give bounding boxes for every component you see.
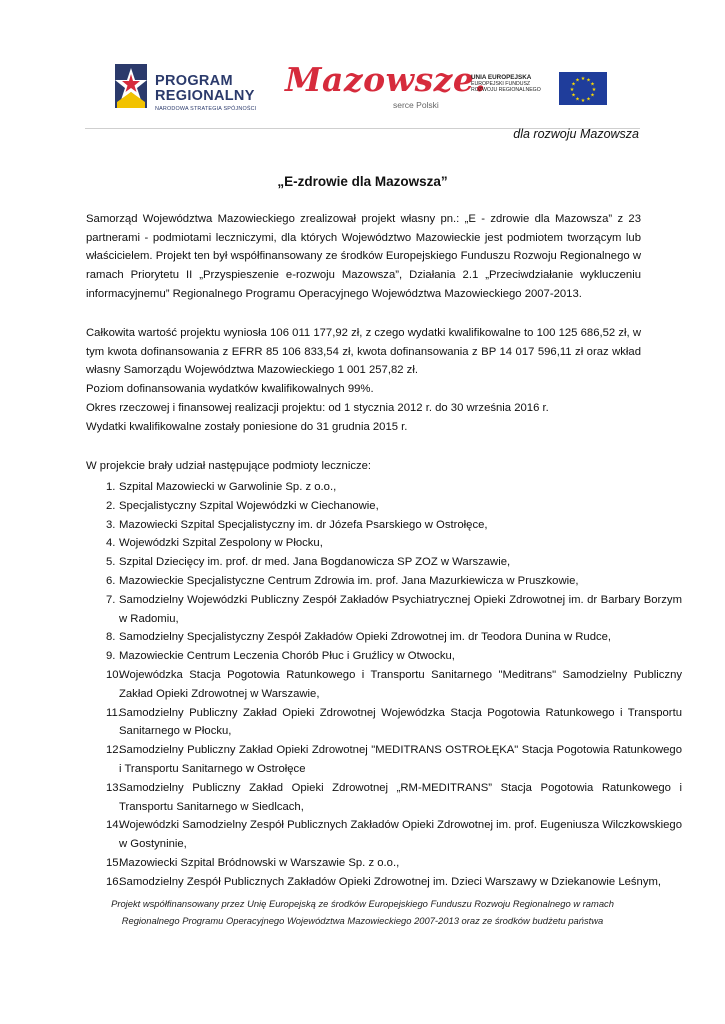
finance-total: Całkowita wartość projektu wyniosła 106 011 177,92 zł, z czego wydatki kwalifikowalne to 100 125 686,52 zł, w tym kwota dofinansowania z EFRR 85 106 833,54 zł, kwota dofinansowania z BP 14 017 596,11 zł oraz wkład własny Samorządu Województwa Mazowieckiego 1 001 257,82 zł. [86, 327, 641, 377]
svg-text:★: ★ [575, 77, 580, 84]
list-item [86, 816, 682, 854]
list-item-text: Samodzielny Zespół Publicznych Zakładów Opieki Zdrowotnej im. Dzieci Warszawy w Dziekanowie Leśnym, [119, 875, 662, 888]
list-item-number: 9. [106, 650, 116, 663]
svg-text:★: ★ [586, 77, 591, 84]
list-item-text: Samodzielny Publiczny Zakład Opieki Zdrowotnej Wojewódzka Stacja Pogotowia Ratunkowego i Transportu Sanitarnego w Płocku, [119, 706, 682, 738]
list-item-number: 11. [106, 706, 121, 719]
list-item-number: 13. [106, 781, 122, 794]
list-item [86, 647, 682, 666]
list-item [86, 854, 682, 873]
svg-text:★: ★ [569, 87, 575, 93]
svg-text:★: ★ [571, 92, 576, 99]
intro-paragraph: Samorząd Województwa Mazowieckiego zrealizował projekt własny pn.: „E - zdrowie dla Mazowsza” z 23 partnerami - podmiotami leczniczymi, dla których Województwo Mazowieckie jest podmiotem tworzącym lub właścicielem. Projekt ten był współfinansowany ze środków Europejskiego Funduszu Rozwoju Regionalnego w ramach Priorytetu II „Przyspieszenie e-rozwoju Mazowsza”, Działania 2.1 „Przeciwdziałanie wykluczeniu informacyjnemu” Regionalnego Programu Operacyjnego Województwa Mazowieckiego 2007-2013. [86, 213, 641, 300]
program-logo-line1: PROGRAM [155, 73, 233, 89]
list-item-number: 15. [106, 856, 122, 869]
list-item-number: 4. [106, 537, 116, 550]
list-item-number: 6. [106, 574, 116, 587]
list-item-number: 5. [106, 556, 116, 569]
finance-period: Okres rzeczowej i finansowej realizacji projektu: od 1 stycznia 2012 r. do 30 września 2016 r. [86, 401, 549, 414]
list-item-text: Szpital Dziecięcy im. prof. dr med. Jana Bogdanowicza SP ZOZ w Warszawie, [119, 556, 511, 569]
list-item-text: Samodzielny Wojewódzki Publiczny Zespół Zakładów Psychiatrycznej Opieki Zdrowotnej im. dr Barbary Borzym w Radomiu, [119, 593, 682, 625]
list-item-number: 14. [106, 819, 122, 832]
list-item-number: 3. [106, 518, 116, 531]
list-item [86, 497, 682, 516]
finance-expenses: Wydatki kwalifikowalne zostały poniesione do 31 grudnia 2015 r. [86, 420, 408, 433]
eu-logo-line3: ROZWOJU REGIONALNEGO [471, 87, 541, 94]
list-item-number: 1. [106, 481, 116, 493]
finance-section [86, 324, 641, 436]
list-item-text: Mazowieckie Specjalistyczne Centrum Zdrowia im. prof. Jana Mazurkiewicza w Pruszkowie, [119, 574, 579, 587]
page-header [85, 52, 640, 128]
mazowsze-logo [281, 60, 487, 120]
list-item [86, 572, 682, 591]
program-regionalny-logo [111, 60, 261, 120]
program-logo-line2: REGIONALNY [155, 88, 255, 104]
svg-text:★: ★ [580, 98, 586, 104]
svg-text:★: ★ [591, 87, 597, 93]
eu-flag-icon [559, 72, 607, 105]
list-item [86, 553, 682, 572]
svg-text:★: ★ [590, 81, 595, 88]
eu-logo-line1: UNIA EUROPEJSKA [471, 74, 532, 81]
eu-logo-line2: EUROPEJSKI FUNDUSZ [471, 81, 531, 87]
list-item [86, 666, 682, 704]
program-star-icon [111, 62, 151, 110]
list-item [86, 779, 682, 817]
mazowsze-logo-sub: serce Polski [393, 100, 439, 110]
list-item-text: Wojewódzki Samodzielny Zespół Publicznych Zakładów Opieki Zdrowotnej im. prof. Eugeniusza Wilczkowskiego w Gostyninie, [119, 819, 682, 851]
page-title: „E-zdrowie dla Mazowsza” [277, 174, 448, 189]
list-item [86, 478, 682, 497]
tagline: dla rozwoju Mazowsza [513, 127, 639, 141]
list-item-text: Samodzielny Publiczny Zakład Opieki Zdrowotnej "MEDITRANS OSTROŁĘKA" Stacja Pogotowia Ratunkowego i Transportu Sanitarnego w Ostrołęce [119, 744, 682, 775]
list-item [86, 873, 682, 892]
finance-level: Poziom dofinansowania wydatków kwalifikowalnych 99%. [86, 383, 374, 396]
svg-text:★: ★ [590, 92, 595, 99]
svg-text:★: ★ [571, 81, 576, 88]
list-item [86, 516, 682, 535]
program-logo-sub: NARODOWA STRATEGIA SPÓJNOŚCI [155, 106, 257, 112]
footer-note [80, 895, 645, 929]
list-item [86, 534, 682, 553]
footer-line1: Projekt współfinansowany przez Unię Europejską ze środków Europejskiego Funduszu Rozwoju Regionalnego w ramach [111, 898, 614, 909]
list-item-text: Mazowiecki Szpital Bródnowski w Warszawie Sp. z o.o., [119, 856, 400, 869]
list-item-text: Samodzielny Publiczny Zakład Opieki Zdrowotnej „RM-MEDITRANS” Stacja Pogotowia Ratunkowego i Transportu Sanitarnego w Siedlcach, [119, 781, 682, 813]
list-item-text: Wojewódzka Stacja Pogotowia Ratunkowego i Transportu Sanitarnego "Meditrans" Samodzielny Publiczny Zakład Opieki Zdrowotnej w Warszawie, [119, 668, 682, 700]
list-intro: W projekcie brały udział następujące podmioty lecznicze: [86, 460, 372, 472]
list-item [86, 591, 682, 629]
mazowsze-logo-name: Mazowsze. [285, 60, 487, 99]
list-item [86, 741, 682, 779]
list-item-number: 7. [106, 593, 116, 606]
list-item-text: Mazowieckie Centrum Leczenia Chorób Płuc i Gruźlicy w Otwocku, [119, 650, 455, 663]
list-item-number: 16. [106, 875, 122, 888]
list-item-text: Samodzielny Specjalistyczny Zespół Zakładów Opieki Zdrowotnej im. dr Teodora Dunina w Rudce, [119, 631, 612, 644]
list-item-number: 2. [106, 499, 116, 512]
list-item-text: Szpital Mazowiecki w Garwolinie Sp. z o.o., [119, 481, 337, 493]
list-item-number: 8. [106, 631, 116, 644]
svg-text:★: ★ [575, 96, 580, 103]
svg-text:★: ★ [586, 96, 591, 103]
entity-list [86, 478, 682, 892]
svg-text:★: ★ [580, 76, 586, 82]
list-item-text: Mazowiecki Szpital Specjalistyczny im. dr Józefa Psarskiego w Ostrołęce, [119, 518, 488, 531]
list-item-number: 10. [106, 668, 122, 681]
list-item-text: Specjalistyczny Szpital Wojewódzki w Ciechanowie, [119, 499, 379, 512]
list-item [86, 628, 682, 647]
eu-logo [471, 72, 621, 112]
list-item-number: 12. [106, 744, 122, 757]
list-item [86, 704, 682, 742]
footer-line2: Regionalnego Programu Operacyjnego Województwa Mazowieckiego 2007-2013 oraz ze środków budżetu państwa [121, 915, 604, 926]
list-item-text: Wojewódzki Szpital Zespolony w Płocku, [119, 537, 323, 550]
